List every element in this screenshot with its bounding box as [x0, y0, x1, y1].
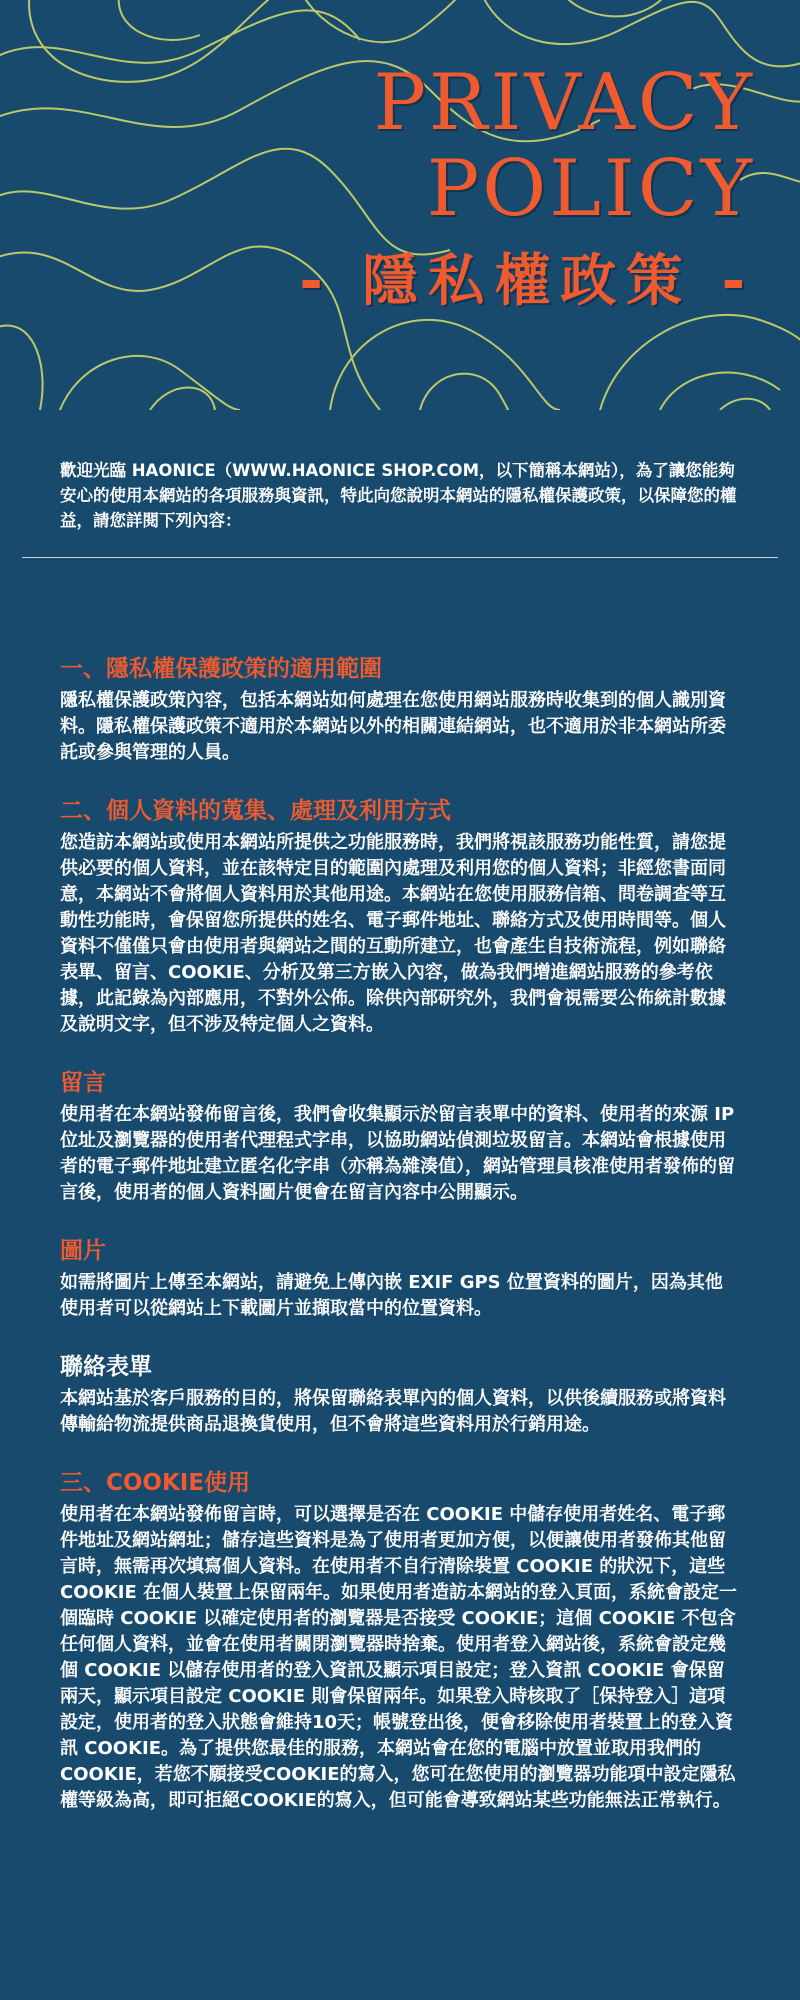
- policy-sections: [60, 652, 740, 1842]
- section-body: 使用者在本網站發佈留言後，我們會收集顯示於留言表單中的資料、使用者的來源 IP 位址及瀏覽器的使用者代理程式字串，以協助網站偵測垃圾留言。本網站會根據使用者的電子郵件地址建立匿名化字串（亦稱為雜湊值），網站管理員核准使用者發佈的留言後，使用者的個人資料圖片便會在留言內容中公開顯示。: [60, 1104, 735, 1203]
- section-heading: 聯絡表單: [60, 1354, 152, 1380]
- divider: [22, 557, 778, 558]
- section-heading: 圖片: [60, 1238, 106, 1264]
- title-chinese: - 隱私權政策 -: [299, 249, 755, 314]
- section-cookie: [60, 1466, 740, 1814]
- section-body: 使用者在本網站發佈留言時，可以選擇是否在 COOKIE 中儲存使用者姓名、電子郵件地址及網站網址；儲存這些資料是為了使用者更加方便，以便讓使用者發佈其他留言時，無需再次填寫個人資料。在使用者不自行清除裝置 COOKIE 的狀況下，這些 COOKIE 在個人裝置上保留兩年。如果使用者造訪本網站的登入頁面，系統會設定一個臨時 COOKIE 以確定使用者的瀏覽器是否接受 COOKIE；這個 COOKIE 不包含任何個人資料，並會在使用者關閉瀏覽器時捨棄。使用者登入網站後，系統會設定幾個 COOKIE 以儲存使用者的登入資訊及顯示項目設定；登入資訊 COOKIE 會保留兩天，顯示項目設定 COOKIE 則會保留兩年。如果登入時核取了［保持登入］這項設定，使用者的登入狀態會維持10天；帳號登出後，便會移除使用者裝置上的登入資訊 COOKIE。為了提供您最佳的服務，本網站會在您的電腦中放置並取用我們的COOKIE，若您不願接受COOKIE的寫入，您可在您使用的瀏覽器功能項中設定隱私權等級為高，即可拒絕COOKIE的寫入，但可能會導致網站某些功能無法正常執行。: [60, 1504, 738, 1811]
- section-heading: 一、隱私權保護政策的適用範圍: [60, 656, 382, 682]
- title-block: [300, 60, 755, 314]
- section-body: 隱私權保護政策內容，包括本網站如何處理在您使用網站服務時收集到的個人識別資料。隱私權保護政策不適用於本網站以外的相關連結網站，也不適用於非本網站所委託或參與管理的人員。: [60, 690, 726, 763]
- section-data-collection: [60, 794, 740, 1038]
- title-privacy: PRIVACY: [373, 58, 755, 148]
- section-heading: 留言: [60, 1070, 106, 1096]
- section-heading: 二、個人資料的蒐集、處理及利用方式: [60, 798, 451, 824]
- section-comments: [60, 1066, 740, 1206]
- section-body: 本網站基於客戶服務的目的，將保留聯絡表單內的個人資料，以供後續服務或將資料傳輸給物流提供商品退換貨使用，但不會將這些資料用於行銷用途。: [60, 1388, 726, 1435]
- section-body: 如需將圖片上傳至本網站，請避免上傳內嵌 EXIF GPS 位置資料的圖片，因為其他使用者可以從網站上下載圖片並擷取當中的位置資料。: [60, 1272, 723, 1319]
- title-policy: POLICY: [426, 144, 755, 234]
- section-body: 您造訪本網站或使用本網站所提供之功能服務時，我們將視該服務功能性質，請您提供必要的個人資料，並在該特定目的範圍內處理及利用您的個人資料；非經您書面同意，本網站不會將個人資料用於其他用途。本網站在您使用服務信箱、問卷調查等互動性功能時，會保留您所提供的姓名、電子郵件地址、聯絡方式及使用時間等。個人資料不僅僅只會由使用者與網站之間的互動所建立，也會產生自技術流程，例如聯絡表單、留言、COOKIE、分析及第三方嵌入內容，做為我們增進網站服務的參考依據，此記錄為內部應用，不對外公佈。除供內部研究外，我們會視需要公佈統計數據及說明文字，但不涉及特定個人之資料。: [60, 832, 726, 1035]
- section-contact-form: [60, 1350, 740, 1438]
- section-images: [60, 1234, 740, 1322]
- section-scope: [60, 652, 740, 766]
- intro-paragraph: 歡迎光臨 HAONICE（WWW.HAONICE SHOP.COM，以下簡稱本網站），為了讓您能夠安心的使用本網站的各項服務與資訊，特此向您說明本網站的隱私權保護政策，以保障您的權益，請您詳閱下列內容：: [60, 461, 737, 530]
- hero-banner: [0, 0, 800, 410]
- section-heading: 三、COOKIE使用: [60, 1470, 251, 1496]
